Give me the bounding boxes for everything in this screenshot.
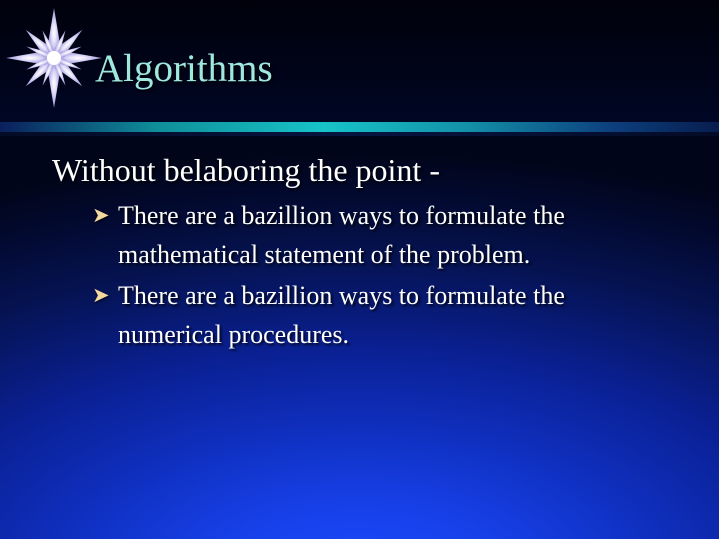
bullet-marker-icon: ➤ bbox=[92, 203, 110, 227]
bullet-marker-icon: ➤ bbox=[92, 283, 110, 307]
lead-line: Without belaboring the point - bbox=[52, 152, 440, 188]
bullet-list bbox=[0, 196, 719, 354]
header-accent-rule bbox=[0, 122, 719, 132]
starburst-icon bbox=[5, 6, 103, 110]
slide-body bbox=[0, 150, 719, 356]
list-item-label: There are a bazillion ways to formulate the numerical procedures. bbox=[118, 281, 565, 349]
page-title: Algorithms bbox=[95, 47, 273, 90]
list-item bbox=[92, 276, 638, 354]
list-item-label: There are a bazillion ways to formulate the mathematical statement of the problem. bbox=[118, 201, 565, 269]
header-shadow-rule bbox=[0, 132, 719, 136]
list-item bbox=[92, 196, 638, 274]
